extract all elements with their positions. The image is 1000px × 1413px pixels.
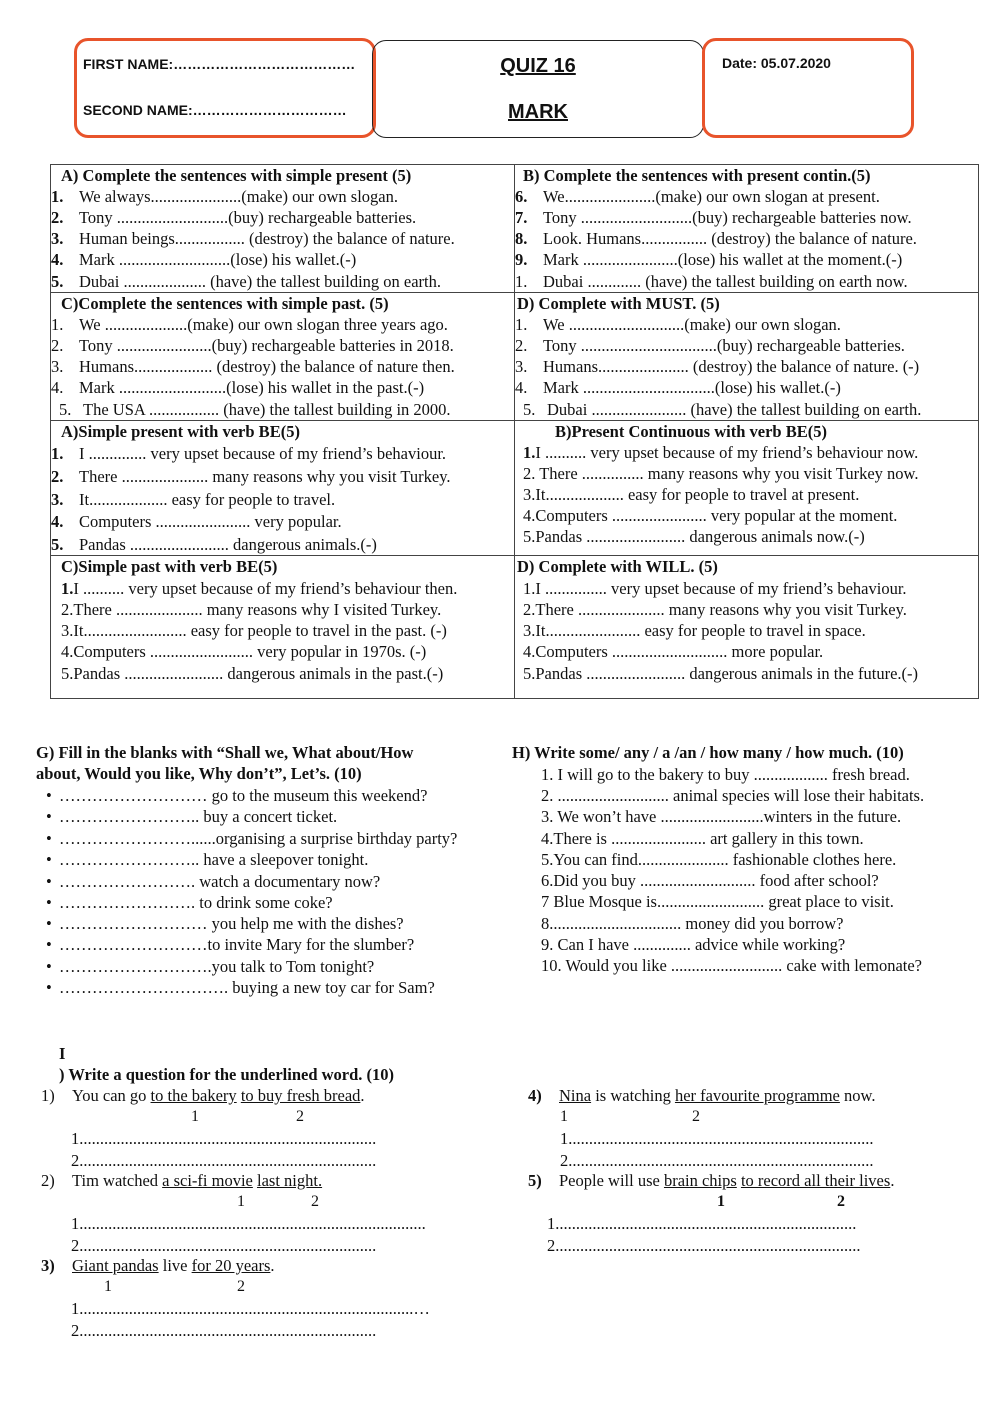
exercise-line: 4. Mark ................................(lose) his wallet.(-)	[515, 378, 841, 397]
section-title: A) Complete the sentences with simple present (5)	[61, 166, 412, 185]
exercise-line: 1. We ....................(make) our own slogan three years ago.	[51, 315, 448, 334]
list-item: 8................................ money did you borrow?	[541, 914, 844, 933]
list-item: • …………………….. buy a concert ticket.	[46, 807, 338, 826]
underline-label: 1	[191, 1108, 199, 1125]
section-title: C)Complete the sentences with simple past. (5)	[61, 294, 389, 313]
part-title: about, Would you like, Why don’t”, Let’s. (10)	[36, 764, 362, 783]
exercise-line: 5. Dubai ....................... (have) the tallest building on earth.	[523, 400, 922, 419]
list-item: • ……………………......organising a surprise birthday party?	[46, 829, 458, 848]
list-item: • ……………………. to drink some coke?	[46, 893, 333, 912]
question-item: 3) Giant pandas live for 20 years.	[41, 1256, 275, 1275]
exercise-line: 4. Mark ..........................(lose) his wallet in the past.(-)	[51, 378, 425, 397]
exercise-line: 5. Pandas ........................ dangerous animals.(-)	[51, 535, 377, 554]
list-item: 5.You can find...................... fashionable clothes here.	[541, 850, 897, 869]
exercise-grid	[50, 164, 979, 699]
part-g-suggestions	[36, 743, 506, 1003]
part-title: ) Write a question for the underlined word. (10)	[59, 1065, 395, 1084]
exercise-line: 4.Computers ............................ more popular.	[523, 642, 824, 661]
exercise-line: 4. Computers ....................... very popular.	[51, 512, 342, 531]
exercise-line: 5. Dubai .................... (have) the tallest building on earth.	[51, 272, 442, 291]
list-item: 1. I will go to the bakery to buy .................. fresh bread.	[541, 765, 910, 784]
exercise-line: 1. We always......................(make) our own slogan.	[51, 187, 398, 206]
exercise-line: 5.Pandas ........................ dangerous animals in the past.(-)	[61, 664, 444, 683]
exercise-line: 3. Humans................... (destroy) the balance of nature then.	[51, 357, 455, 376]
exercise-line: 3.It......................... easy for people to travel in the past. (-)	[61, 621, 447, 640]
exercise-line: 1. We ............................(make) our own slogan.	[515, 315, 841, 334]
section-title: A)Simple present with verb BE(5)	[61, 422, 300, 441]
section-title: C)Simple past with verb BE(5)	[61, 557, 278, 576]
part-title: H) Write some/ any / a /an / how many / how much. (10)	[512, 743, 904, 762]
part-title: G) Fill in the blanks with “Shall we, What about/How	[36, 743, 414, 762]
section-c-simple-past	[51, 293, 514, 420]
exercise-line: 3. Humans...................... (destroy) the balance of nature. (-)	[515, 357, 920, 376]
section-h-will	[515, 556, 980, 700]
exercise-line: 4. Mark ...........................(lose) his wallet.(-)	[51, 250, 357, 269]
exercise-line: 6. We......................(make) our own slogan at present.	[515, 187, 880, 206]
underline-label: 1	[717, 1193, 725, 1210]
list-item: 2. ........................... animal species will lose their habitats.	[541, 786, 925, 805]
first-name-field[interactable]: FIRST NAME:…………………………………	[83, 56, 356, 72]
underline-label: 2	[837, 1193, 845, 1210]
question-item: 5) People will use brain chips to record all their lives.	[528, 1171, 895, 1190]
section-title: B) Complete the sentences with present contin.(5)	[523, 166, 871, 185]
list-item: 6.Did you buy ............................ food after school?	[541, 871, 879, 890]
exercise-line: 5. The USA ................. (have) the tallest building in 2000.	[59, 400, 451, 419]
exercise-line: 3.It....................... easy for people to travel in space.	[523, 621, 866, 640]
part-i-questions	[0, 1040, 1000, 1340]
underline-label: 1	[560, 1108, 568, 1125]
exercise-line: 5.Pandas ........................ dangerous animals now.(-)	[523, 527, 865, 546]
list-item: • …………………….. have a sleepover tonight.	[46, 850, 369, 869]
section-title: D) Complete with WILL. (5)	[517, 557, 718, 576]
exercise-line: 8. Look. Humans................ (destroy) the balance of nature.	[515, 229, 917, 248]
exercise-line: 9. Mark .......................(lose) his wallet at the moment.(-)	[515, 250, 903, 269]
list-item: 4.There is ....................... art gallery in this town.	[541, 829, 864, 848]
answer-line[interactable]: 2........................................................................	[71, 1236, 377, 1255]
exercise-line: 4.Computers ....................... very popular at the moment.	[523, 506, 898, 525]
section-a-simple-present	[51, 165, 514, 292]
list-item: • ……………………… go to the museum this weekend?	[46, 786, 428, 805]
exercise-line: 2.There ..................... many reasons why you visit Turkey.	[523, 600, 907, 619]
question-item: 4) Nina is watching her favourite programme now.	[528, 1086, 876, 1105]
exercise-line: 2. Tony .......................(buy) rechargeable batteries in 2018.	[51, 336, 454, 355]
answer-line[interactable]: 1....................................................................................	[71, 1214, 426, 1233]
part-title: I	[59, 1044, 66, 1063]
second-name-field[interactable]: SECOND NAME:……………………………	[83, 102, 347, 118]
name-box	[74, 38, 376, 138]
section-g-simple-past-be	[51, 556, 514, 700]
answer-line[interactable]: 2..........................................................................	[560, 1151, 874, 1170]
section-e-simple-present-be	[51, 421, 514, 555]
answer-line[interactable]: 2........................................................................	[71, 1321, 377, 1340]
answer-line[interactable]: 2..........................................................................	[547, 1236, 861, 1255]
section-d-must	[515, 293, 980, 420]
exercise-line: 3. It................... easy for people to travel.	[51, 490, 336, 509]
exercise-line: 2. Tony .................................(buy) rechargeable batteries.	[515, 336, 905, 355]
quiz-title: QUIZ 16	[500, 55, 576, 77]
exercise-line: 2. There ..................... many reasons why you visit Turkey.	[51, 467, 451, 486]
exercise-line: 7. Tony ...........................(buy) rechargeable batteries now.	[515, 208, 912, 227]
answer-line[interactable]: 1..........................................................................	[560, 1129, 874, 1148]
underline-label: 2	[692, 1108, 700, 1125]
section-title: D) Complete with MUST. (5)	[517, 294, 720, 313]
list-item: 10. Would you like ........................... cake with lemonate?	[541, 956, 923, 975]
underline-label: 2	[311, 1193, 319, 1210]
date-box	[702, 38, 914, 138]
answer-line[interactable]: 1.........................................................................	[547, 1214, 857, 1233]
exercise-line: 1.I ............... very upset because of my friend’s behaviour.	[523, 579, 907, 598]
list-item: 3. We won’t have .........................winters in the future.	[541, 807, 902, 826]
underline-label: 2	[296, 1108, 304, 1125]
mark-label: MARK	[508, 101, 568, 123]
underline-label: 2	[237, 1278, 245, 1295]
section-b-present-continuous	[515, 165, 980, 292]
list-item: 9. Can I have .............. advice while working?	[541, 935, 846, 954]
answer-line[interactable]: 1........................................................................	[71, 1129, 377, 1148]
exercise-line: 4.Computers ......................... very popular in 1970s. (-)	[61, 642, 427, 661]
exercise-line: 2. Tony ...........................(buy) rechargeable batteries.	[51, 208, 417, 227]
question-item: 2) Tim watched a sci-fi movie last night.	[41, 1171, 323, 1190]
exercise-line: 3.It................... easy for people to travel at present.	[523, 485, 860, 504]
list-item: • …………………………. buying a new toy car for Sam?	[46, 978, 435, 997]
exercise-line: 3. Human beings................. (destroy) the balance of nature.	[51, 229, 455, 248]
exercise-line: 1. I .............. very upset because of my friend’s behaviour.	[51, 444, 447, 463]
section-f-present-continuous-be	[515, 421, 980, 555]
exercise-line: 1.I .......... very upset because of my friend’s behaviour now.	[523, 443, 919, 462]
answer-line[interactable]: 1.................................................................................…	[71, 1299, 430, 1318]
exercise-line: 2. There ............... many reasons why you visit Turkey now.	[523, 464, 919, 483]
exercise-line: 1.I .......... very upset because of my friend’s behaviour then.	[61, 579, 458, 598]
list-item: • ………………………to invite Mary for the slumber?	[46, 935, 415, 954]
part-h-quantifiers	[512, 743, 992, 983]
list-item: • ……………………… you help me with the dishes?	[46, 914, 404, 933]
underline-label: 1	[104, 1278, 112, 1295]
answer-line[interactable]: 2........................................................................	[71, 1151, 377, 1170]
question-item: 1) You can go to the bakery to buy fresh bread.	[41, 1086, 365, 1105]
list-item: • ……………………….you talk to Tom tonight?	[46, 957, 375, 976]
underline-label: 1	[237, 1193, 245, 1210]
list-item: • ……………………. watch a documentary now?	[46, 872, 381, 891]
exercise-line: 1. Dubai ............. (have) the tallest building on earth now.	[515, 272, 908, 291]
list-item: 7 Blue Mosque is.......................... great place to visit.	[541, 892, 894, 911]
quiz-box	[372, 40, 704, 138]
exercise-line: 5.Pandas ........................ dangerous animals in the future.(-)	[523, 664, 919, 683]
exercise-line: 2.There ..................... many reasons why I visited Turkey.	[61, 600, 442, 619]
section-title: B)Present Continuous with verb BE(5)	[555, 422, 827, 441]
date-label: Date: 05.07.2020	[722, 55, 831, 71]
